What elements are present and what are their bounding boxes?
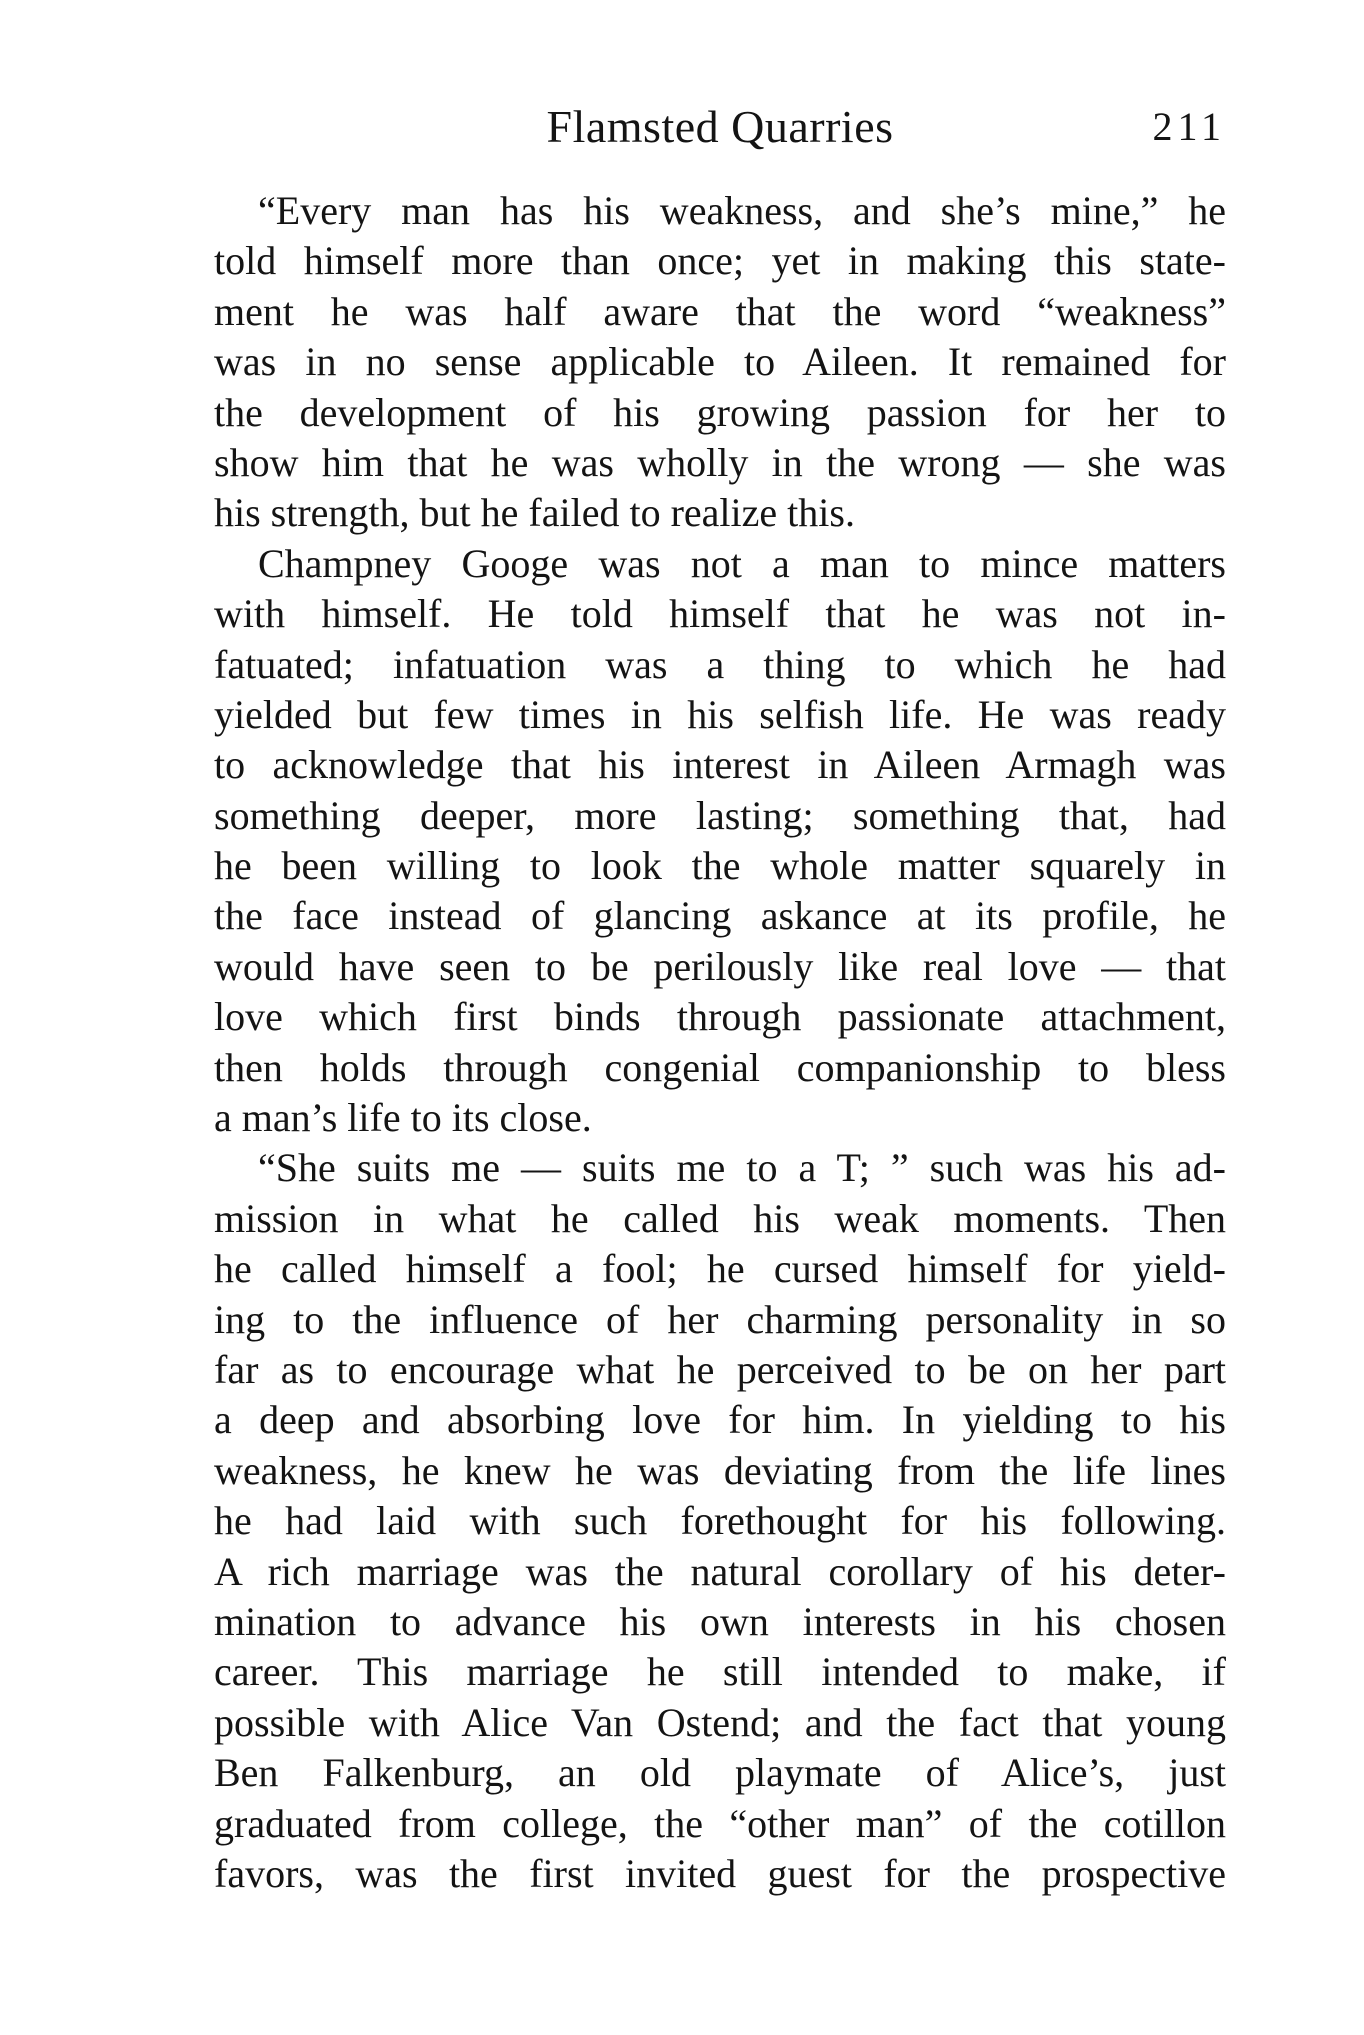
text-line: ment he was half aware that the word “weakness”	[214, 288, 1226, 334]
text-line: a man’s life to its close.	[214, 1095, 592, 1141]
text-line: love which first binds through passionate attachment,	[214, 994, 1226, 1040]
text-line: would have seen to be perilously like real love — that	[214, 943, 1226, 989]
text-line: weakness, he knew he was deviating from the life lines	[214, 1447, 1226, 1493]
body-text	[214, 186, 1226, 1899]
text-line: something deeper, more lasting; something that, had	[214, 792, 1226, 838]
text-line: career. This marriage he still intended to make, if	[214, 1649, 1226, 1695]
text-line: his strength, but he failed to realize this.	[214, 490, 855, 536]
text-line: to acknowledge that his interest in Aileen Armagh was	[214, 742, 1226, 788]
text-line: “She suits me — suits me to a T; ” such was his ad-	[258, 1145, 1226, 1191]
text-line: he called himself a fool; he cursed himself for yield-	[214, 1246, 1226, 1292]
text-line: possible with Alice Van Ostend; and the fact that young	[214, 1699, 1226, 1745]
text-line: “Every man has his weakness, and she’s mine,” he	[258, 188, 1226, 233]
text-line: A rich marriage was the natural corollary of his deter-	[214, 1548, 1226, 1594]
text-line: mission in what he called his weak moments. Then	[214, 1195, 1226, 1241]
text-line: the face instead of glancing askance at its profile, he	[214, 893, 1226, 939]
text-line: the development of his growing passion for her to	[214, 389, 1226, 435]
text-line: a deep and absorbing love for him. In yielding to his	[214, 1397, 1226, 1443]
text-line: he had laid with such forethought for his following.	[214, 1498, 1226, 1544]
text-line: told himself more than once; yet in making this state-	[214, 238, 1226, 284]
text-line: far as to encourage what he perceived to be on her part	[214, 1346, 1226, 1392]
running-head	[214, 97, 1226, 157]
text-line: Champney Googe was not a man to mince matters	[258, 540, 1226, 586]
text-line: favors, was the first invited guest for the prospective	[214, 1850, 1226, 1896]
text-line: yielded but few times in his selfish life. He was ready	[214, 691, 1226, 737]
text-line: then holds through congenial companionship to bless	[214, 1044, 1226, 1090]
text-line: ing to the influence of her charming personality in so	[214, 1296, 1226, 1342]
text-line: Ben Falkenburg, an old playmate of Alice’s, just	[214, 1750, 1226, 1796]
text-line: was in no sense applicable to Aileen. It remained for	[214, 339, 1226, 385]
text-line: graduated from college, the “other man” of the cotillon	[214, 1800, 1226, 1846]
text-line: he been willing to look the whole matter squarely in	[214, 843, 1226, 889]
text-line: with himself. He told himself that he was not in-	[214, 591, 1226, 637]
running-title: Flamsted Quarries	[546, 101, 894, 152]
text-line: fatuated; infatuation was a thing to which he had	[214, 641, 1226, 687]
page-number: 211	[1152, 104, 1226, 149]
text-line: mination to advance his own interests in his chosen	[214, 1598, 1226, 1644]
text-line: show him that he was wholly in the wrong — she was	[214, 439, 1226, 485]
